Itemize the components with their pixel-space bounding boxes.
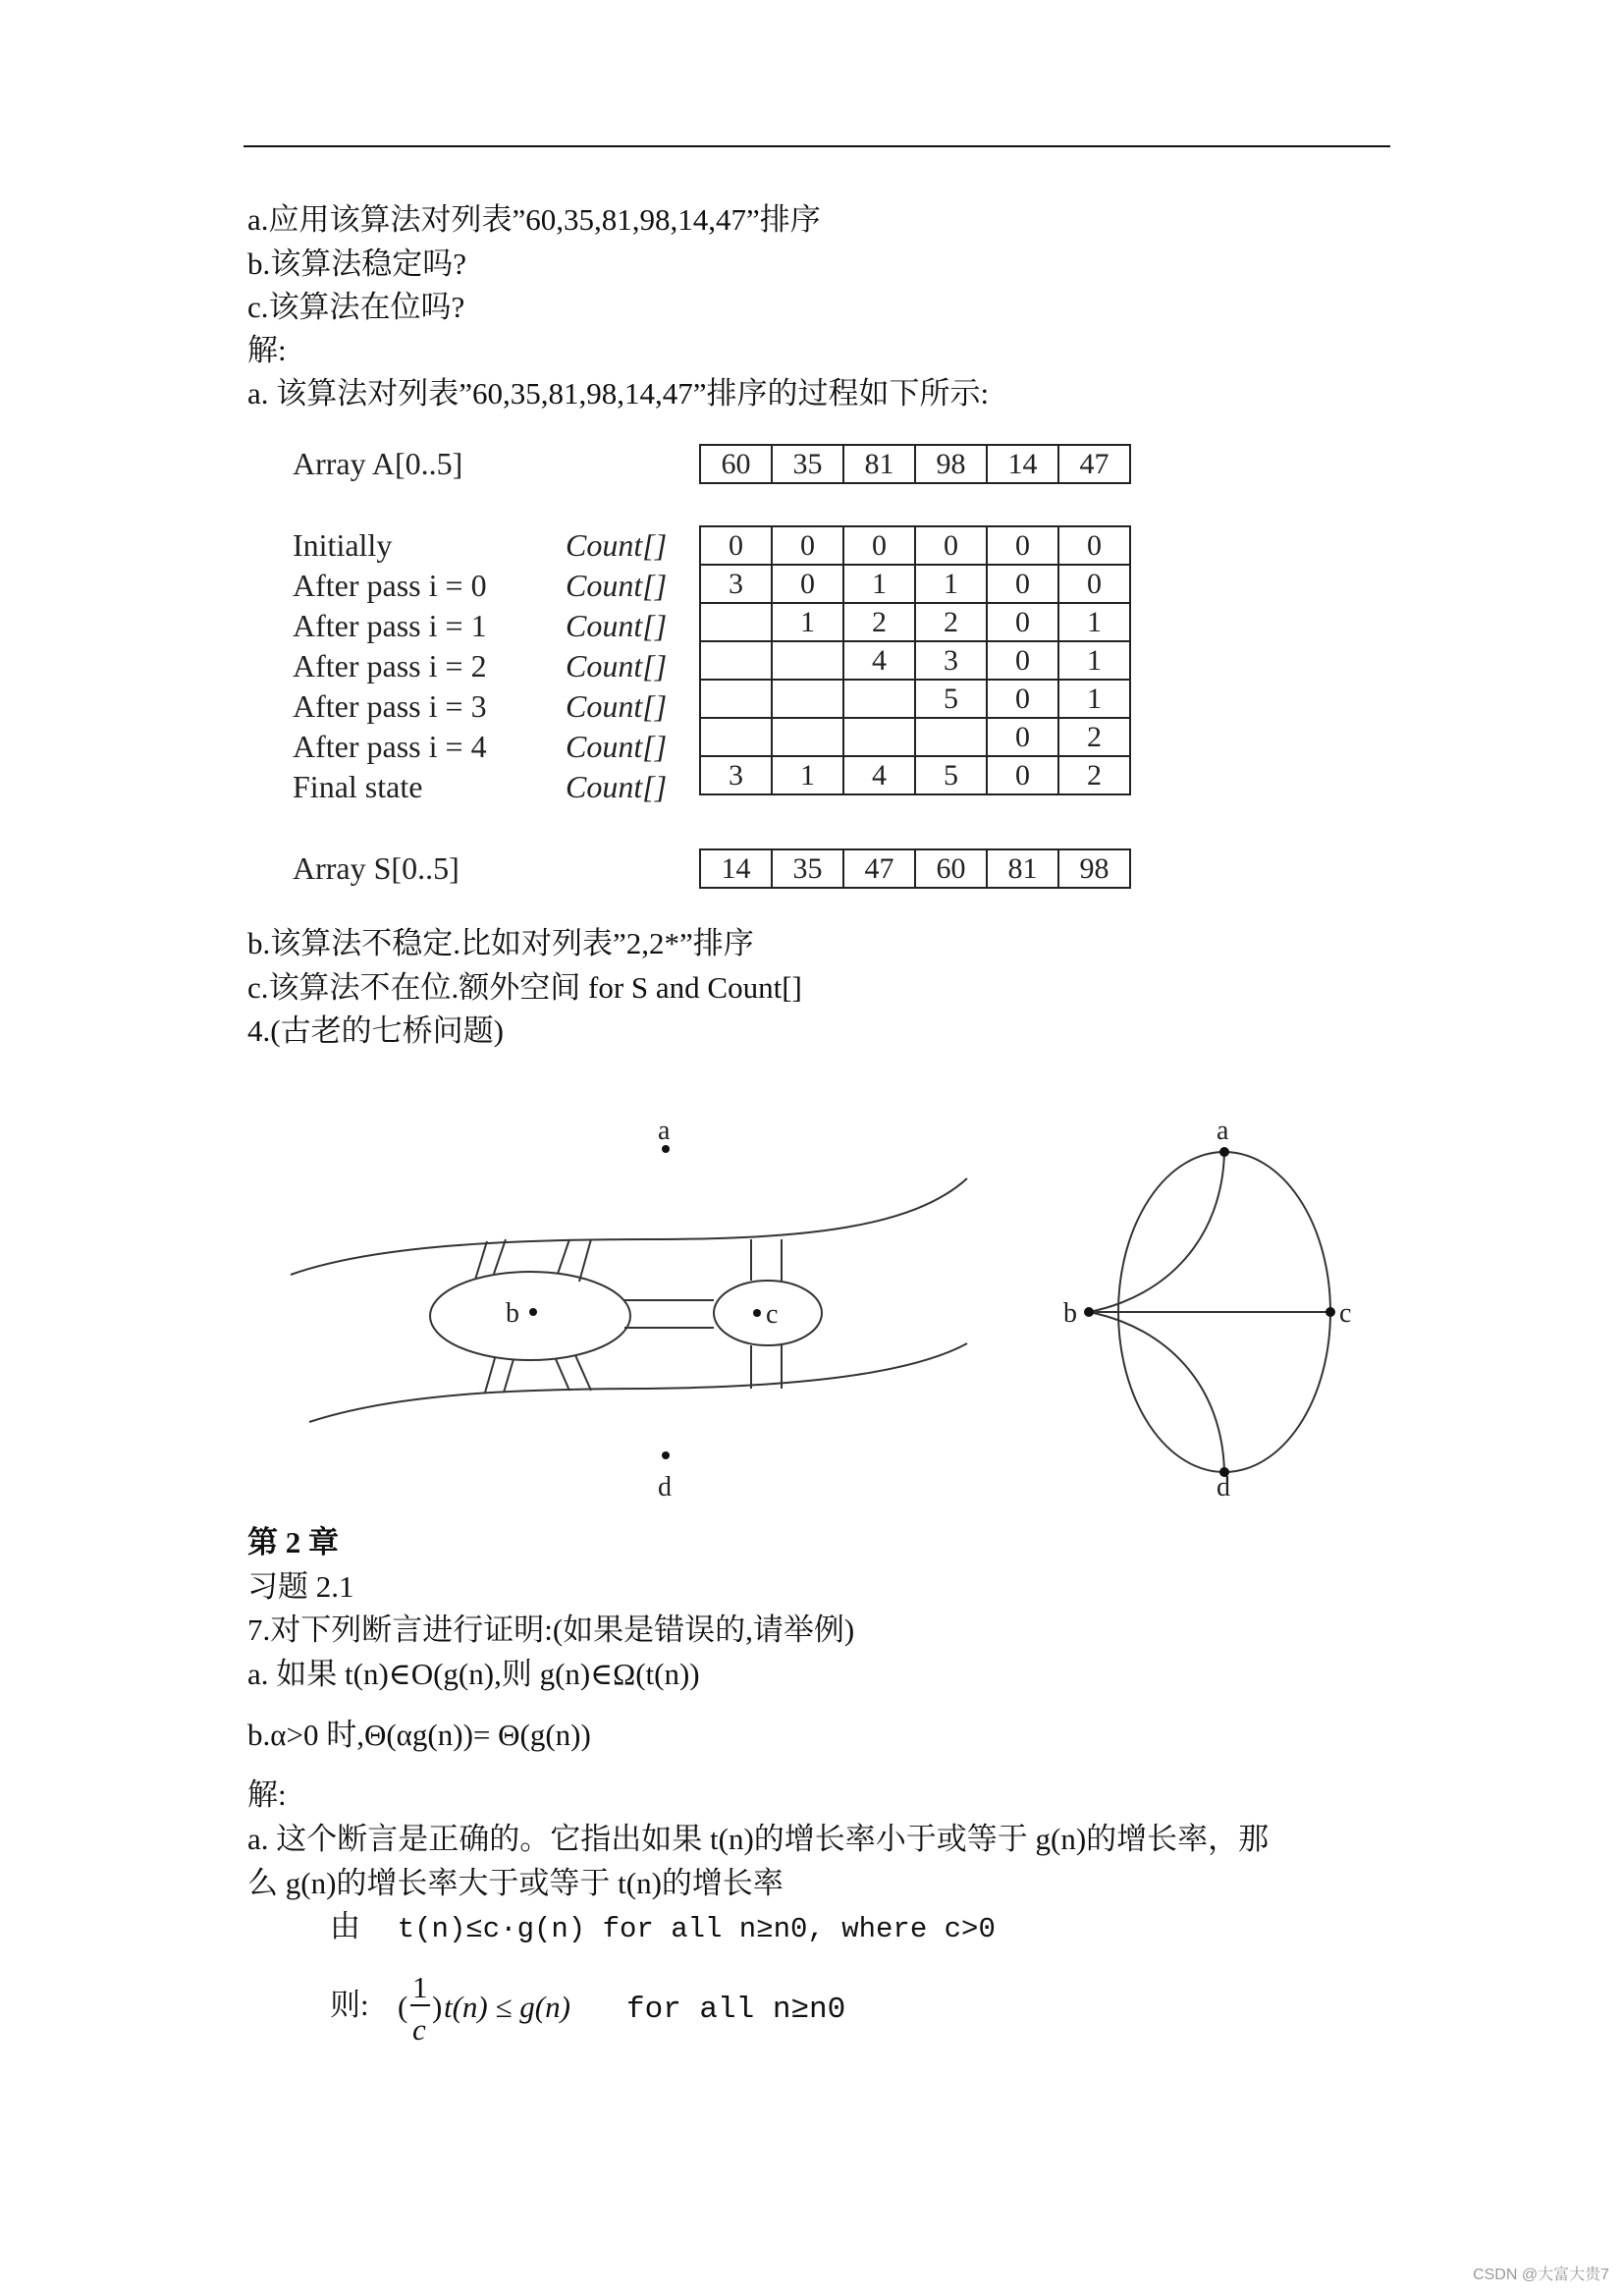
sort_table.array_s-cell: 98 — [1058, 849, 1130, 888]
then-statement — [330, 1990, 369, 2020]
map-label-b: b — [506, 1298, 519, 1329]
sort_table.array_a-cell: 98 — [915, 445, 987, 483]
then-prefix: 则: — [330, 1988, 369, 2022]
node-b-graph — [1084, 1307, 1094, 1317]
by-prefix: 由 — [330, 1909, 360, 1943]
count-cell: 3 — [915, 641, 987, 680]
map-label-a: a — [658, 1116, 671, 1146]
count-row-label: After pass i = 0 — [293, 568, 487, 603]
map-label-d: d — [658, 1472, 672, 1503]
solution-a: a. 该算法对列表”60,35,81,98,14,47”排序的过程如下所示: — [247, 376, 990, 410]
bridge-b-bottom-edge — [504, 1359, 514, 1393]
node-d-map — [662, 1451, 670, 1459]
count-cell: 1 — [843, 565, 915, 603]
count-row-label: Initially — [293, 527, 393, 563]
count-cell: 2 — [843, 603, 915, 641]
count-cell: 0 — [772, 526, 843, 565]
count-cell: 0 — [843, 526, 915, 565]
island-b — [430, 1272, 630, 1360]
sort_table.array_a-cell: 35 — [772, 445, 843, 483]
watermark: CSDN @大富大贵7 — [1473, 2267, 1609, 2283]
count-cell: 1 — [1058, 680, 1130, 718]
array-a-label: Array A[0..5] — [293, 446, 463, 481]
bridge-b-top-edge — [494, 1239, 506, 1274]
count-cell: 0 — [987, 603, 1058, 641]
count-cell: 5 — [915, 680, 987, 718]
sort_table.array_s-cell: 35 — [772, 849, 843, 888]
sort_table.array_s-cell: 14 — [700, 849, 772, 888]
count-cell: 4 — [843, 756, 915, 794]
question-7b: b.α>0 时,Θ(αg(n))= Θ(g(n)) — [247, 1718, 591, 1752]
graph-label-c: c — [1339, 1298, 1352, 1329]
count-cell: 0 — [1058, 565, 1130, 603]
by-statement — [330, 1911, 996, 1943]
river-bank-top — [291, 1178, 967, 1275]
solution-2-heading: 解: — [247, 1777, 287, 1812]
count-cell: 0 — [915, 526, 987, 565]
then-expression: t(n) ≤ g(n) — [444, 1990, 570, 2024]
count-cell: 1 — [772, 756, 843, 794]
count-row-label: After pass i = 3 — [293, 688, 487, 724]
fraction-numerator: 1 — [412, 1970, 428, 2004]
count-cell: 1 — [1058, 641, 1130, 680]
graph-edge-b-a — [1089, 1152, 1224, 1312]
sort_table.array_s-cell: 60 — [915, 849, 987, 888]
sort_table.array_a-cell: 47 — [1058, 445, 1130, 483]
bridge-b-top-edge — [579, 1239, 591, 1282]
river-bank-bottom — [309, 1343, 967, 1422]
bridge-b-bottom-edge — [575, 1355, 591, 1391]
count-cell: 0 — [987, 565, 1058, 603]
count-cell: 0 — [987, 718, 1058, 756]
count-row-label: Final state — [293, 769, 423, 804]
node-a-map — [662, 1145, 670, 1153]
question-a: a.应用该算法对列表”60,35,81,98,14,47”排序 — [247, 202, 821, 237]
graph-edge-b-d — [1089, 1312, 1224, 1472]
count-cell: 3 — [700, 565, 772, 603]
question-c: c.该算法在位吗? — [247, 290, 465, 324]
count-row-label: After pass i = 4 — [293, 729, 487, 764]
sort_table.array_a-cell: 81 — [843, 445, 915, 483]
count-array-label: Count[] — [566, 527, 668, 563]
node-b-map — [529, 1308, 537, 1316]
count-cell: 0 — [987, 756, 1058, 794]
map-label-c: c — [766, 1299, 779, 1330]
node-c-graph — [1325, 1307, 1335, 1317]
count-cell: 3 — [700, 756, 772, 794]
sort_table.array_a-cell: 60 — [700, 445, 772, 483]
node-a-graph — [1219, 1147, 1229, 1157]
count-row-label: After pass i = 1 — [293, 608, 487, 643]
graph-label-d: d — [1217, 1472, 1230, 1503]
count-cell: 4 — [843, 641, 915, 680]
array-s-label: Array S[0..5] — [293, 850, 460, 886]
exercise-heading: 习题 2.1 — [247, 1569, 354, 1604]
count-row-label: After pass i = 2 — [293, 648, 487, 683]
solution-heading: 解: — [247, 333, 287, 367]
count-cell: 0 — [987, 680, 1058, 718]
count-cell: 5 — [915, 756, 987, 794]
question-4: 4.(古老的七桥问题) — [247, 1013, 504, 1048]
count-cell: 0 — [987, 526, 1058, 565]
fraction-denominator: c — [412, 2012, 426, 2047]
count-cell: 1 — [915, 565, 987, 603]
then-suffix: for all n≥n0 — [626, 1993, 846, 2027]
question-7: 7.对下列断言进行证明:(如果是错误的,请举例) — [247, 1613, 855, 1647]
count-array-label: Count[] — [566, 769, 668, 804]
count-array-label: Count[] — [566, 688, 668, 724]
bridge-b-bottom-edge — [485, 1358, 495, 1393]
bridge-b-top-edge — [558, 1239, 569, 1274]
count-cell: 1 — [772, 603, 843, 641]
count-cell: 0 — [772, 565, 843, 603]
sort_table.array_s-cell: 81 — [987, 849, 1058, 888]
by-expression: t(n)≤c·g(n) for all n≥n0, where c>0 — [397, 1913, 996, 1945]
count-array-label: Count[] — [566, 648, 668, 683]
count-cell: 2 — [1058, 756, 1130, 794]
solution-c: c.该算法不在位.额外空间 for S and Count[] — [247, 970, 802, 1005]
answer-a-line2: 么 g(n)的增长率大于或等于 t(n)的增长率 — [247, 1866, 784, 1900]
solution-b: b.该算法不稳定.比如对列表”2,2*”排序 — [247, 926, 754, 960]
count-cell: 1 — [1058, 603, 1130, 641]
bridge-b-top-edge — [475, 1241, 487, 1280]
count-cell: 0 — [700, 526, 772, 565]
sort_table.array_s-cell: 47 — [843, 849, 915, 888]
count-array-label: Count[] — [566, 608, 668, 643]
count-cell: 0 — [987, 641, 1058, 680]
count-array-label: Count[] — [566, 729, 668, 764]
question-b: b.该算法稳定吗? — [247, 246, 467, 281]
chapter-heading: 第 2 章 — [247, 1525, 339, 1559]
sort_table.array_a-cell: 14 — [987, 445, 1058, 483]
fraction-bar — [410, 2004, 430, 2006]
question-7a: a. 如果 t(n)∈O(g(n),则 g(n)∈Ω(t(n)) — [247, 1657, 700, 1691]
count-cell: 2 — [1058, 718, 1130, 756]
graph-label-a: a — [1217, 1116, 1229, 1146]
node-c-map — [753, 1309, 761, 1317]
count-cell: 2 — [915, 603, 987, 641]
graph-label-b: b — [1063, 1298, 1077, 1329]
bridge-b-bottom-edge — [556, 1359, 569, 1391]
count-cell: 0 — [1058, 526, 1130, 565]
count-array-label: Count[] — [566, 568, 668, 603]
answer-a-line1: a. 这个断言是正确的。它指出如果 t(n)的增长率小于或等于 g(n)的增长率，那 — [247, 1822, 1270, 1856]
